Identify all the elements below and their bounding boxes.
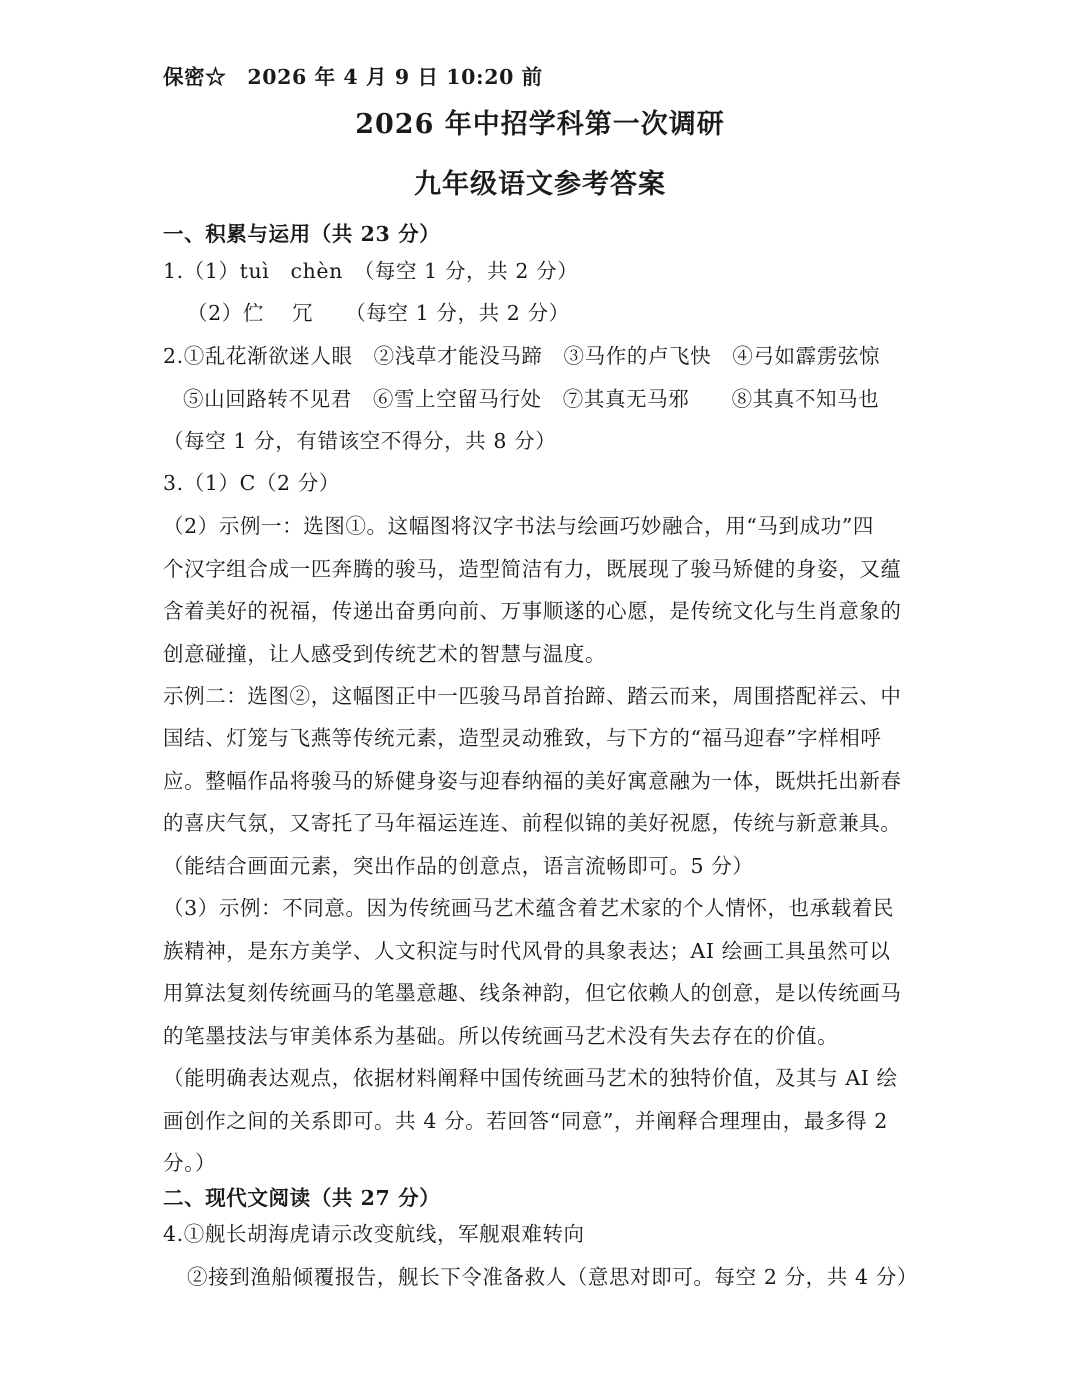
answer-line: 应。整幅作品将骏马的矫健身姿与迎春纳福的美好寓意融为一体，既烘托出新春: [163, 769, 902, 793]
answer-line: （3）示例：不同意。因为传统画马艺术蕴含着艺术家的个人情怀，也承载着民: [163, 896, 895, 920]
answer-line: 含着美好的祝福，传递出奋勇向前、万事顺遂的心愿，是传统文化与生肖意象的: [163, 599, 902, 623]
answer-line: 的笔墨技法与审美体系为基础。所以传统画马艺术没有失去存在的价值。: [163, 1024, 839, 1048]
answer-line: ⑤山回路转不见君 ⑥雪上空留马行处 ⑦其真无马邪 ⑧其真不知马也: [183, 387, 880, 411]
answer-line: （2）伫 冗 （每空 1 分，共 2 分）: [187, 301, 570, 325]
answer-line: （每空 1 分，有错该空不得分，共 8 分）: [163, 429, 557, 453]
answer-line: 国结、灯笼与飞燕等传统元素，造型灵动雅致，与下方的“福马迎春”字样相呼: [163, 726, 882, 750]
answer-line: 3.（1）C（2 分）: [163, 471, 340, 495]
answer-line: （2）示例一：选图①。这幅图将汉字书法与绘画巧妙融合，用“马到成功”四: [163, 514, 875, 538]
answer-line: （能结合画面元素，突出作品的创意点，语言流畅即可。5 分）: [163, 854, 754, 878]
confidential-note: 保密☆ 2026 年 4 月 9 日 10:20 前: [163, 65, 543, 89]
page-subtitle: 九年级语文参考答案: [414, 169, 666, 200]
section-heading-2: 二、现代文阅读（共 27 分）: [163, 1186, 441, 1210]
answer-line: 用算法复刻传统画马的笔墨意趣、线条神韵，但它依赖人的创意，是以传统画马: [163, 981, 902, 1005]
section-heading-1: 一、积累与运用（共 23 分）: [163, 222, 441, 246]
answer-line: 画创作之间的关系即可。共 4 分。若回答“同意”，并阐释合理理由，最多得 2: [163, 1109, 888, 1133]
answer-line: 示例二：选图②，这幅图正中一匹骏马昂首抬蹄、踏云而来，周围搭配祥云、中: [163, 684, 902, 708]
answer-line: 族精神，是东方美学、人文积淀与时代风骨的具象表达；AI 绘画工具虽然可以: [163, 939, 891, 963]
answer-line: 的喜庆气氛，又寄托了马年福运连连、前程似锦的美好祝愿，传统与新意兼具。: [163, 811, 902, 835]
answer-line: 个汉字组合成一匹奔腾的骏马，造型简洁有力，既展现了骏马矫健的身姿，又蕴: [163, 557, 902, 581]
answer-line: ②接到渔船倾覆报告，舰长下令准备救人（意思对即可。每空 2 分，共 4 分）: [187, 1265, 918, 1289]
answer-line: 4.①舰长胡海虎请示改变航线，军舰艰难转向: [163, 1222, 585, 1246]
answer-line: 创意碰撞，让人感受到传统艺术的智慧与温度。: [163, 642, 607, 666]
answer-line: （能明确表达观点，依据材料阐释中国传统画马艺术的独特价值，及其与 AI 绘: [163, 1066, 898, 1090]
answer-line: 2.①乱花渐欲迷人眼 ②浅草才能没马蹄 ③马作的卢飞快 ④弓如霹雳弦惊: [163, 344, 881, 368]
answer-line: 1.（1）tuì chèn （每空 1 分，共 2 分）: [163, 259, 579, 283]
answer-line: 分。）: [163, 1151, 217, 1175]
page-title: 2026 年中招学科第一次调研: [355, 109, 725, 140]
